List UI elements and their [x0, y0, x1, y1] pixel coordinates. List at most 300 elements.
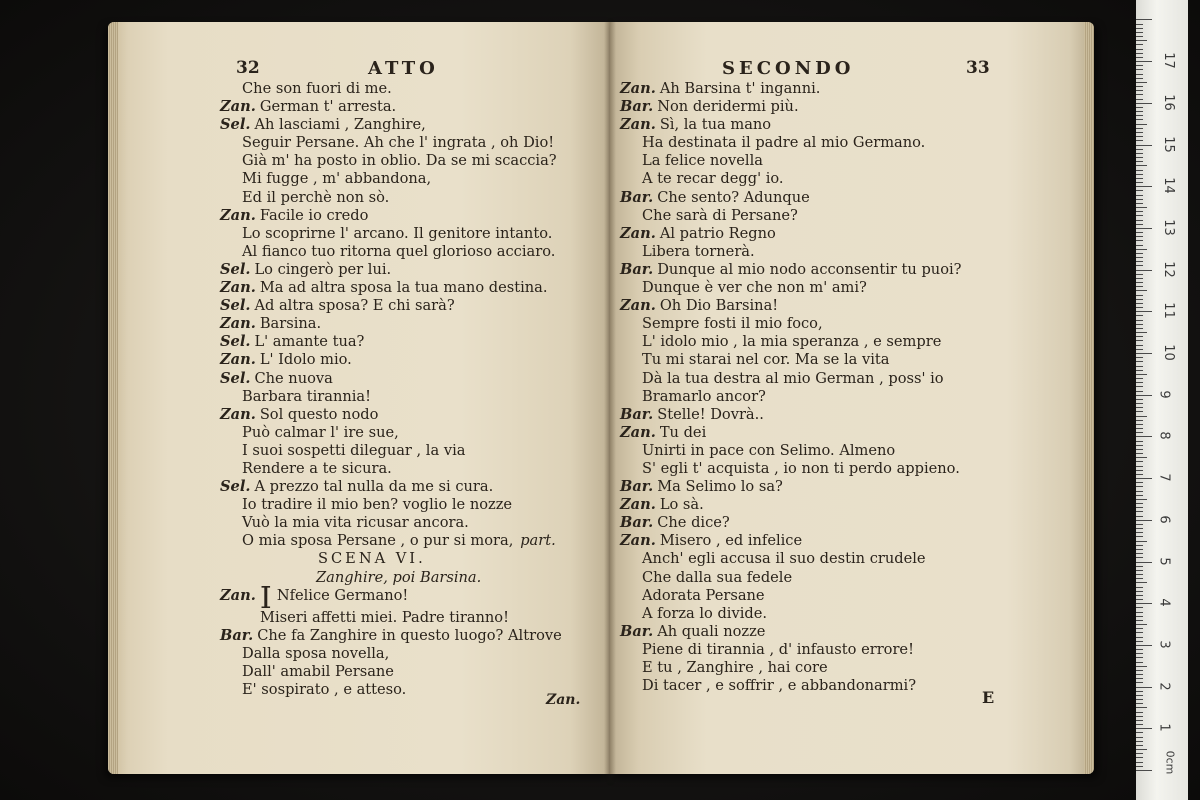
text-line: [620, 189, 961, 207]
ruler-tick: [1136, 749, 1147, 750]
ruler-tick: [1136, 720, 1143, 721]
text-line: [620, 315, 961, 333]
running-head: ATTO: [368, 58, 439, 79]
ruler-tick: [1136, 549, 1143, 550]
ruler-tick: [1136, 566, 1143, 567]
text-line: [620, 80, 961, 98]
ruler-tick: [1136, 211, 1143, 212]
speaker-label: Bar.: [220, 626, 254, 644]
ruler-number: 10: [1160, 344, 1176, 361]
speaker-label: Zan.: [220, 586, 256, 604]
text-line: [620, 225, 961, 243]
ruler-tick: [1136, 724, 1143, 725]
ruler-tick: [1136, 628, 1143, 629]
speaker-label: Sel.: [220, 297, 251, 315]
text-line: [620, 261, 961, 279]
ruler-tick: [1136, 90, 1143, 91]
ruler-tick: [1136, 599, 1143, 600]
ruler-tick: [1136, 470, 1143, 471]
verse-text: Sol questo nodo: [259, 405, 379, 423]
ruler-tick: [1136, 632, 1143, 633]
verse-text: Lo cingerò per lui.: [254, 260, 392, 278]
ruler-tick: [1136, 587, 1143, 588]
ruler-tick: [1136, 536, 1143, 537]
ruler-tick: [1136, 303, 1143, 304]
ruler-tick: [1136, 111, 1143, 112]
ruler-tick: [1136, 295, 1143, 296]
ruler-tick: [1136, 395, 1152, 396]
text-line: [220, 170, 562, 188]
ruler-tick: [1136, 366, 1143, 367]
ruler-tick: [1136, 741, 1143, 742]
ruler-tick: [1136, 386, 1143, 387]
verse-text: Piene di tirannia , d' infausto errore!: [642, 640, 914, 658]
text-line: [220, 478, 562, 496]
ruler-number: 12: [1160, 260, 1176, 278]
text-line: [220, 351, 562, 369]
speaker-label: Bar.: [620, 98, 654, 116]
ruler-tick: [1136, 245, 1143, 246]
ruler-number: 5: [1156, 556, 1172, 566]
ruler-tick: [1136, 732, 1143, 733]
ruler-tick: [1136, 374, 1147, 375]
ruler-tick: [1136, 649, 1143, 650]
text-line: [620, 442, 961, 460]
ruler-number: 17: [1160, 52, 1176, 69]
scene-characters: Zanghire, poi Barsina.: [316, 568, 482, 586]
verse-text: Che sarà di Persane?: [642, 206, 798, 224]
ruler-tick: [1136, 441, 1143, 442]
verse-text: Al fianco tuo ritorna quel glorioso acciaro.: [242, 242, 556, 260]
speaker-label: Sel.: [220, 478, 251, 496]
ruler-tick: [1136, 170, 1143, 171]
ruler-tick: [1136, 482, 1143, 483]
ruler-tick: [1136, 491, 1143, 492]
ruler-tick: [1136, 357, 1143, 358]
ruler-tick: [1136, 770, 1152, 771]
ruler-tick: [1136, 82, 1147, 83]
verse-text: I suoi sospetti dileguar , la via: [242, 441, 466, 459]
page-edges: [1084, 22, 1094, 774]
ruler-tick: [1136, 545, 1143, 546]
ruler-tick: [1136, 28, 1143, 29]
ruler-tick: [1136, 762, 1143, 763]
verse-text: Dunque al mio nodo acconsentir tu puoi?: [657, 260, 962, 278]
ruler-tick: [1136, 345, 1143, 346]
text-line: [620, 170, 961, 188]
ruler-tick: [1136, 315, 1143, 316]
ruler-tick: [1136, 678, 1143, 679]
ruler-tick: [1136, 637, 1143, 638]
ruler-tick: [1136, 707, 1147, 708]
ruler-tick: [1136, 115, 1143, 116]
ruler-tick: [1136, 320, 1143, 321]
ruler-tick: [1136, 349, 1143, 350]
ruler-tick: [1136, 203, 1143, 204]
text-line: [220, 370, 562, 388]
ruler-tick: [1136, 657, 1143, 658]
ruler-tick: [1136, 57, 1143, 58]
ruler-tick: [1136, 107, 1143, 108]
text-line: [620, 279, 961, 297]
text-line: [220, 207, 562, 225]
text-line: [220, 189, 562, 207]
text-line: [220, 243, 562, 261]
left-page: [108, 22, 610, 774]
text-line: [220, 279, 562, 297]
ruler-tick: [1136, 99, 1143, 100]
verse-text: Oh Dio Barsina!: [659, 297, 779, 315]
ruler-tick: [1136, 145, 1152, 146]
text-line: [620, 605, 961, 623]
text-line: [220, 580, 562, 616]
verse-text: Non deridermi più.: [657, 98, 799, 116]
ruler-tick: [1136, 195, 1143, 196]
text-line: [620, 623, 961, 641]
ruler-tick: [1136, 228, 1152, 229]
ruler-number: 4: [1156, 598, 1172, 607]
ruler-tick: [1136, 174, 1143, 175]
page-edges: [108, 22, 118, 774]
verse-text: Dalla sposa novella,: [242, 644, 390, 662]
verse-text: Può calmar l' ire sue,: [242, 423, 399, 441]
text-line: [620, 351, 961, 369]
ruler-tick: [1136, 411, 1143, 412]
ruler-tick: [1136, 428, 1143, 429]
ruler-tick: [1136, 270, 1152, 271]
ruler-tick: [1136, 278, 1143, 279]
ruler-tick: [1136, 557, 1143, 558]
ruler-tick: [1136, 336, 1143, 337]
ruler-tick: [1136, 44, 1143, 45]
verse-text: L' Idolo mio.: [259, 351, 352, 369]
text-line: [620, 207, 961, 225]
text-line: [220, 496, 562, 514]
text-line: [620, 424, 961, 442]
text-line: [620, 370, 961, 388]
ruler-tick: [1136, 641, 1143, 642]
ruler-tick: [1136, 737, 1143, 738]
verse-text: Ah Barsina t' inganni.: [659, 80, 821, 97]
ruler-tick: [1136, 486, 1143, 487]
ruler-tick: [1136, 140, 1143, 141]
ruler-tick: [1136, 399, 1143, 400]
ruler-tick: [1136, 674, 1143, 675]
ruler-unit-label: 0cm: [1163, 750, 1177, 775]
ruler-tick: [1136, 161, 1143, 162]
ruler-tick: [1136, 416, 1147, 417]
verse-text: L' idolo mio , la mia speranza , e sempre: [642, 333, 942, 351]
speaker-label: Zan.: [620, 224, 656, 242]
text-line: [220, 315, 562, 333]
ruler-tick: [1136, 311, 1152, 312]
verse-text: Che son fuori di me.: [242, 80, 392, 97]
verse-text: Libera tornerà.: [642, 242, 755, 260]
ruler-tick: [1136, 503, 1143, 504]
verse-text: Ad altra sposa? E chi sarà?: [254, 297, 455, 315]
ruler-tick: [1136, 682, 1143, 683]
speaker-label: Bar.: [620, 405, 654, 423]
verse-text: Ed il perchè non sò.: [242, 188, 390, 206]
ruler-tick: [1136, 153, 1143, 154]
ruler-tick: [1136, 595, 1143, 596]
ruler-tick: [1136, 511, 1143, 512]
verse-text: Io tradire il mio ben? voglio le nozze: [242, 496, 513, 514]
text-line: [220, 261, 562, 279]
ruler-tick: [1136, 182, 1143, 183]
ruler-tick: [1136, 445, 1143, 446]
text-line: [220, 514, 562, 532]
verse-text: Facile io credo: [259, 206, 369, 224]
running-head: SECONDO: [722, 58, 855, 79]
ruler-tick: [1136, 215, 1143, 216]
ruler-tick: [1136, 645, 1152, 646]
ruler-tick: [1136, 461, 1143, 462]
speaker-label: Bar.: [620, 188, 654, 206]
ruler-tick: [1136, 528, 1143, 529]
verse-text: O mia sposa Persane , o pur si mora,: [242, 532, 514, 550]
text-line: [620, 550, 961, 568]
ruler-tick: [1136, 562, 1152, 563]
ruler-tick: [1136, 165, 1147, 166]
text-line: [220, 460, 562, 478]
signature-mark: E: [982, 688, 995, 707]
ruler-tick: [1136, 478, 1152, 479]
text-line: [220, 297, 562, 315]
left-text-block: [220, 80, 562, 699]
measuring-ruler: [1136, 0, 1188, 800]
verse-text: Vuò la mia vita ricusar ancora.: [242, 514, 469, 532]
ruler-tick: [1136, 65, 1143, 66]
text-line: [220, 627, 562, 645]
ruler-tick: [1136, 69, 1143, 70]
text-line: [220, 116, 562, 134]
ruler-tick: [1136, 499, 1147, 500]
verse-text: S' egli t' acquista , io non ti perdo appieno.: [642, 459, 960, 477]
verse-text: Dà la tua destra al mio German , poss' io: [642, 369, 944, 387]
ruler-tick: [1136, 553, 1143, 554]
ruler-tick: [1136, 24, 1143, 25]
verse-text: Lo sà.: [659, 496, 704, 514]
verse-text: L' amante tua?: [254, 333, 365, 351]
ruler-tick: [1136, 186, 1152, 187]
ruler-tick: [1136, 532, 1143, 533]
ruler-tick: [1136, 420, 1143, 421]
ruler-tick: [1136, 766, 1143, 767]
ruler-tick: [1136, 436, 1152, 437]
ruler-tick: [1136, 524, 1143, 525]
text-line: [220, 406, 562, 424]
ruler-tick: [1136, 236, 1143, 237]
ruler-tick: [1136, 136, 1143, 137]
text-line: [620, 388, 961, 406]
ruler-tick: [1136, 466, 1143, 467]
ruler-tick: [1136, 265, 1143, 266]
text-line: [620, 496, 961, 514]
speaker-label: Zan.: [620, 116, 656, 134]
verse-text: Che dice?: [657, 514, 730, 532]
ruler-tick: [1136, 716, 1143, 717]
ruler-tick: [1136, 607, 1143, 608]
text-line: [620, 677, 961, 695]
text-line: [220, 532, 562, 550]
verse-text: Miseri affetti miei. Padre tiranno!: [260, 608, 509, 626]
verse-text: Bramarlo ancor?: [642, 387, 766, 405]
text-line: [220, 134, 562, 152]
ruler-tick: [1136, 86, 1143, 87]
verse-text: Che sento? Adunque: [657, 188, 810, 206]
verse-text: Ah quali nozze: [657, 622, 766, 640]
text-line: [620, 514, 961, 532]
ruler-tick: [1136, 78, 1143, 79]
text-line: [620, 98, 961, 116]
ruler-tick: [1136, 578, 1143, 579]
verse-text: Seguir Persane. Ah che l' ingrata , oh Dio!: [242, 134, 555, 152]
ruler-tick: [1136, 407, 1143, 408]
ruler-tick: [1136, 520, 1152, 521]
ruler-tick: [1136, 299, 1143, 300]
text-line: [220, 80, 562, 98]
text-line: [220, 424, 562, 442]
ruler-tick: [1136, 432, 1143, 433]
ruler-number: 3: [1156, 640, 1172, 649]
page-number: 33: [966, 58, 990, 78]
text-line: [220, 152, 562, 170]
ruler-tick: [1136, 424, 1143, 425]
gutter: [604, 22, 616, 774]
speaker-label: Bar.: [620, 260, 654, 278]
scene-heading: SCENA VI.: [318, 550, 426, 568]
speaker-label: Sel.: [220, 369, 251, 387]
ruler-tick: [1136, 378, 1143, 379]
ruler-tick: [1136, 232, 1143, 233]
ruler-tick: [1136, 507, 1143, 508]
verse-text: A forza lo divide.: [642, 604, 768, 622]
verse-text: Dunque è ver che non m' ami?: [642, 279, 867, 297]
ruler-tick: [1136, 36, 1143, 37]
text-line: [620, 569, 961, 587]
right-text-block: [620, 80, 961, 695]
ruler-tick: [1136, 361, 1143, 362]
ruler-number: 8: [1156, 431, 1172, 441]
ruler-tick: [1136, 74, 1143, 75]
speaker-label: Sel.: [220, 260, 251, 278]
ruler-tick: [1136, 274, 1143, 275]
ruler-tick: [1136, 224, 1143, 225]
ruler-tick: [1136, 324, 1143, 325]
ruler-tick: [1136, 403, 1143, 404]
ruler-tick: [1136, 19, 1152, 20]
text-line: [220, 98, 562, 116]
ruler-tick: [1136, 128, 1143, 129]
ruler-tick: [1136, 328, 1143, 329]
ruler-tick: [1136, 103, 1152, 104]
ruler-tick: [1136, 620, 1143, 621]
ruler-tick: [1136, 616, 1143, 617]
verse-text: Che nuova: [254, 369, 333, 387]
verse-text: E' sospirato , e atteso.: [242, 681, 407, 698]
text-line: [620, 659, 961, 677]
verse-text: A te recar degg' io.: [642, 170, 784, 188]
ruler-tick: [1136, 703, 1143, 704]
ruler-tick: [1136, 603, 1152, 604]
speaker-label: Zan.: [620, 297, 656, 315]
verse-text: Barsina.: [259, 315, 322, 333]
ruler-number: 14: [1160, 177, 1176, 194]
ruler-tick: [1136, 582, 1147, 583]
verse-text: Stelle! Dovrà..: [657, 405, 764, 423]
ruler-tick: [1136, 307, 1143, 308]
verse-text: Barbara tirannia!: [242, 387, 371, 405]
ruler-number: 11: [1160, 302, 1176, 320]
verse-text: Sì, la tua mano: [659, 116, 772, 134]
ruler-tick: [1136, 132, 1143, 133]
ruler-tick: [1136, 391, 1143, 392]
verse-text: Ma ad altra sposa la tua mano destina.: [259, 279, 548, 297]
ruler-tick: [1136, 199, 1143, 200]
ruler-tick: [1136, 240, 1143, 241]
ruler-tick: [1136, 61, 1152, 62]
speaker-label: Bar.: [620, 514, 654, 532]
page-number: 32: [236, 58, 260, 78]
ruler-tick: [1136, 753, 1143, 754]
verse-text: Già m' ha posto in oblio. Da se mi scaccia?: [242, 152, 557, 170]
ruler-tick: [1136, 332, 1147, 333]
verse-text: Unirti in pace con Selimo. Almeno: [642, 441, 896, 459]
text-line: [620, 152, 961, 170]
ruler-tick: [1136, 474, 1143, 475]
ruler-tick: [1136, 653, 1143, 654]
text-line: [620, 587, 961, 605]
ruler-tick: [1136, 691, 1143, 692]
ruler-tick: [1136, 516, 1143, 517]
ruler-tick: [1136, 382, 1143, 383]
speaker-label: Sel.: [220, 116, 251, 134]
ruler-tick: [1136, 662, 1143, 663]
ruler-tick: [1136, 32, 1143, 33]
verse-text: Di tacer , e soffrir , e abbandonarmi?: [642, 677, 917, 695]
ruler-tick: [1136, 612, 1143, 613]
text-line: [220, 609, 562, 627]
ruler-tick: [1136, 449, 1143, 450]
ruler-tick: [1136, 220, 1143, 221]
ruler-tick: [1136, 53, 1143, 54]
ruler-tick: [1136, 695, 1143, 696]
ruler-tick: [1136, 574, 1143, 575]
verse-text: Che fa Zanghire in questo luogo? Altrove: [257, 626, 562, 644]
ruler-tick: [1136, 257, 1143, 258]
verse-text: Lo scoprirne l' arcano. Il genitore intanto.: [242, 224, 553, 242]
speaker-label: Zan.: [620, 496, 656, 514]
text-line: [620, 406, 961, 424]
speaker-label: Bar.: [620, 622, 654, 640]
text-line: [220, 333, 562, 351]
verse-text: E tu , Zanghire , hai core: [642, 659, 828, 676]
ruler-tick: [1136, 712, 1143, 713]
ruler-tick: [1136, 353, 1152, 354]
right-page: [610, 22, 1094, 774]
ruler-tick: [1136, 149, 1143, 150]
ruler-tick: [1136, 728, 1152, 729]
verse-text: Misero , ed infelice: [659, 532, 803, 550]
text-line: [220, 681, 562, 699]
speaker-label: Zan.: [220, 351, 256, 369]
verse-text: Ha destinata il padre al mio Germano.: [642, 134, 926, 152]
ruler-tick: [1136, 282, 1143, 283]
verse-text: Anch' egli accusa il suo destin crudele: [642, 550, 926, 568]
ruler-tick: [1136, 453, 1143, 454]
text-line: [620, 478, 961, 496]
